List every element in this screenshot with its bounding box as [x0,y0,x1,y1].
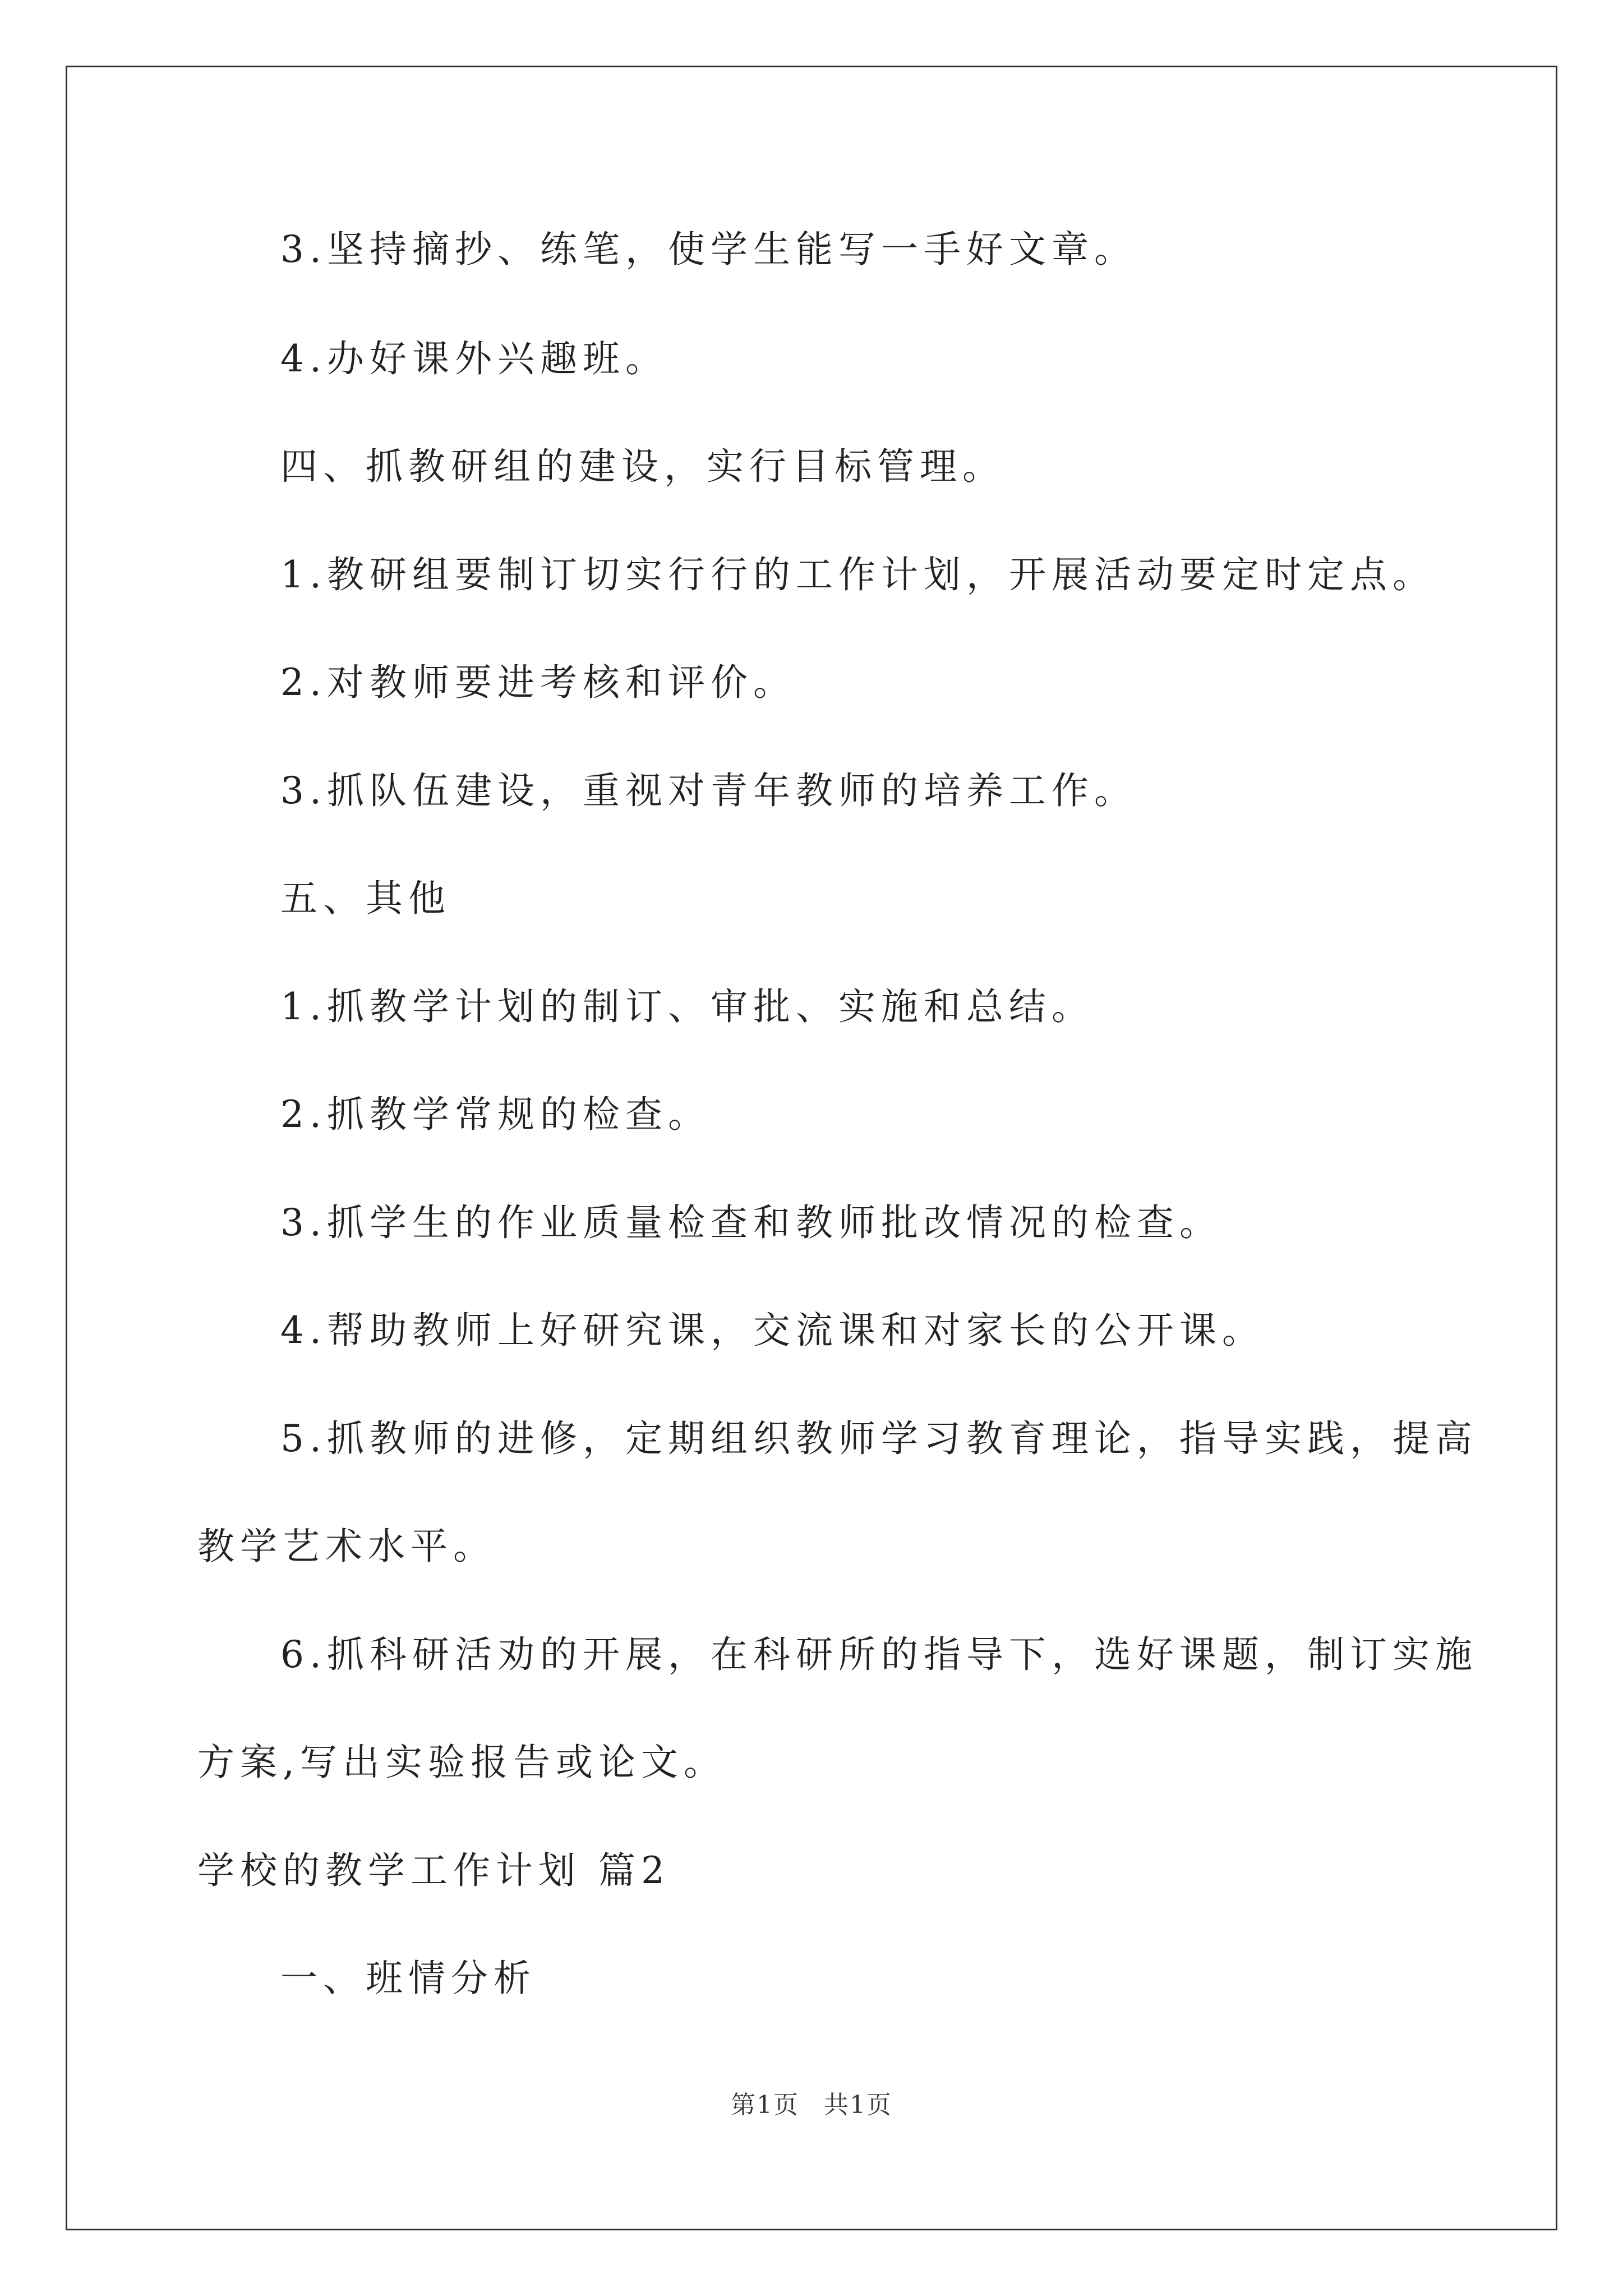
paragraph-line: 4.办好课外兴趣班。 [280,337,668,380]
section-heading: 五、其他 [280,877,451,920]
paragraph-line: 1.教研组要制订切实行行的工作计划，开展活动要定时定点。 [280,553,1435,596]
paragraph-line: 3.坚持摘抄、练笔，使学生能写一手好文章。 [280,228,1137,271]
document-title: 学校的教学工作计划 篇2 [197,1849,670,1892]
page-number-current: 第1页 [731,2091,799,2119]
paragraph-line: 4.帮助教师上好研究课，交流课和对家长的公开课。 [280,1309,1265,1352]
paragraph-line: 3.抓学生的作业质量检查和教师批改情况的检查。 [280,1201,1222,1244]
paragraph-line: 方案,写出实验报告或论文。 [197,1741,726,1784]
page-number-total: 共1页 [824,2091,892,2119]
page-footer [0,2090,1623,2121]
paragraph-line: 1.抓教学计划的制订、审批、实施和总结。 [280,985,1094,1028]
paragraph-line: 5.抓教师的进修，定期组织教师学习教育理论，指导实践，提高 [280,1417,1478,1460]
section-heading: 四、抓教研组的建设，实行目标管理。 [280,445,1005,488]
paragraph-line: 2.抓教学常规的检查。 [280,1093,711,1136]
paragraph-line: 3.抓队伍建设，重视对青年教师的培养工作。 [280,769,1137,812]
section-heading: 一、班情分析 [280,1957,536,2000]
paragraph-line: 2.对教师要进考核和评价。 [280,661,796,704]
paragraph-line: 6.抓科研活劝的开展，在科研所的指导下，选好课题，制订实施 [280,1633,1478,1676]
page-border [66,66,1557,2230]
paragraph-line: 教学艺术水平。 [197,1525,496,1568]
